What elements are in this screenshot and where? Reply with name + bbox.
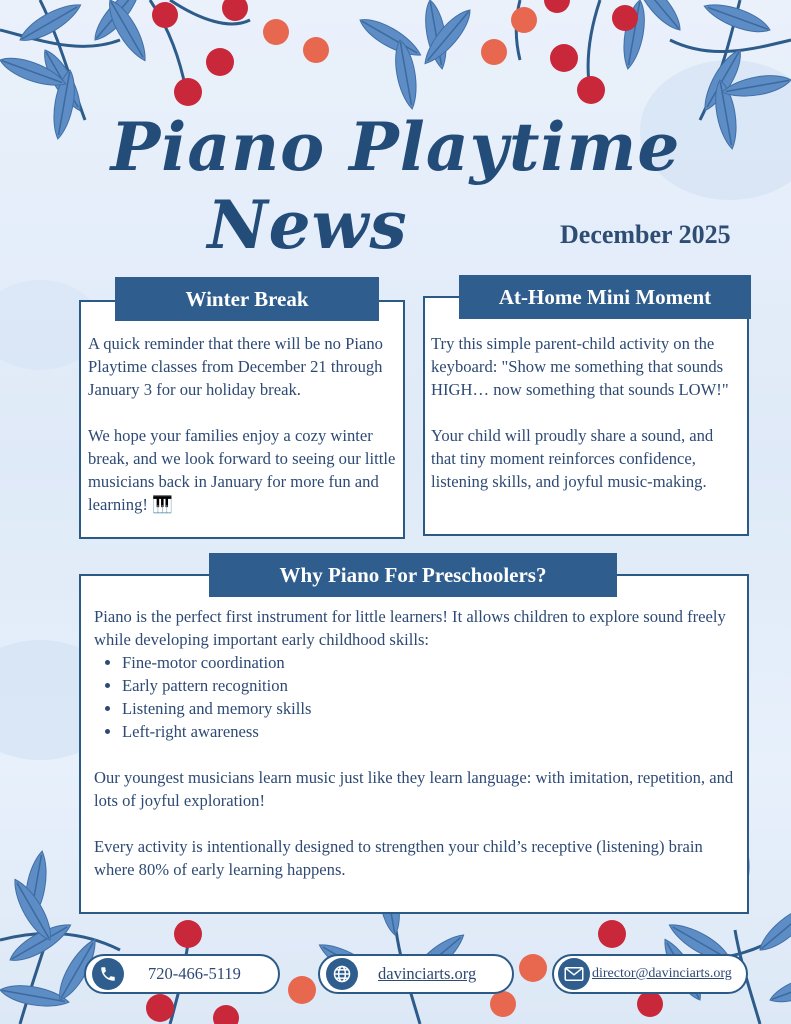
mini-moment-heading: At-Home Mini Moment (459, 275, 751, 319)
skill-item: • Fine-motor coordination (122, 651, 734, 674)
skills-list (94, 651, 734, 743)
mini-moment-paragraph: Try this simple parent-child activity on the keyboard: "Show me something that sounds HIGH… now something that sounds LOW!" (431, 334, 729, 399)
winter-break-paragraph: We hope your families enjoy a cozy winter break, and we look forward to seeing our little musicians back in January for more fun and learning! 🎹 (88, 426, 396, 514)
skill-item: • Early pattern recognition (122, 674, 734, 697)
website-link[interactable]: davinciarts.org (378, 964, 477, 983)
skill-item: • Listening and memory skills (122, 697, 734, 720)
why-piano-body (94, 605, 734, 904)
why-piano-heading: Why Piano For Preschoolers? (209, 553, 617, 597)
winter-break-heading: Winter Break (115, 277, 379, 321)
winter-break-paragraph: A quick reminder that there will be no Piano Playtime classes from December 21 through January 3 for our holiday break. (88, 334, 383, 399)
envelope-icon (558, 958, 590, 990)
website-pill[interactable] (318, 954, 514, 994)
globe-icon (326, 958, 358, 990)
skill-item: • Left-right awareness (122, 720, 734, 743)
mini-moment-paragraph: Your child will proudly share a sound, and that tiny moment reinforces confidence, listening skills, and joyful music-making. (431, 426, 714, 491)
page-title-line2: News (207, 186, 408, 264)
email-pill[interactable] (552, 954, 748, 994)
phone-icon (92, 958, 124, 990)
why-piano-paragraph: Every activity is intentionally designed to strengthen your child’s receptive (listening) brain where 80% of early learning happens. (94, 837, 703, 879)
phone-pill[interactable] (84, 954, 280, 994)
page-title: Piano Playtime (110, 108, 681, 186)
mini-moment-body (431, 332, 741, 516)
issue-date: December 2025 (560, 220, 731, 249)
email-link[interactable]: director@davinciarts.org (592, 966, 732, 981)
winter-break-body (88, 332, 396, 539)
why-piano-intro: Piano is the perfect first instrument for little learners! It allows children to explore sound freely while developing important early childhood skills: (94, 607, 726, 649)
why-piano-paragraph: Our youngest musicians learn music just like they learn language: with imitation, repetition, and lots of joyful exploration! (94, 768, 734, 810)
phone-number[interactable]: 720-466-5119 (148, 964, 241, 983)
